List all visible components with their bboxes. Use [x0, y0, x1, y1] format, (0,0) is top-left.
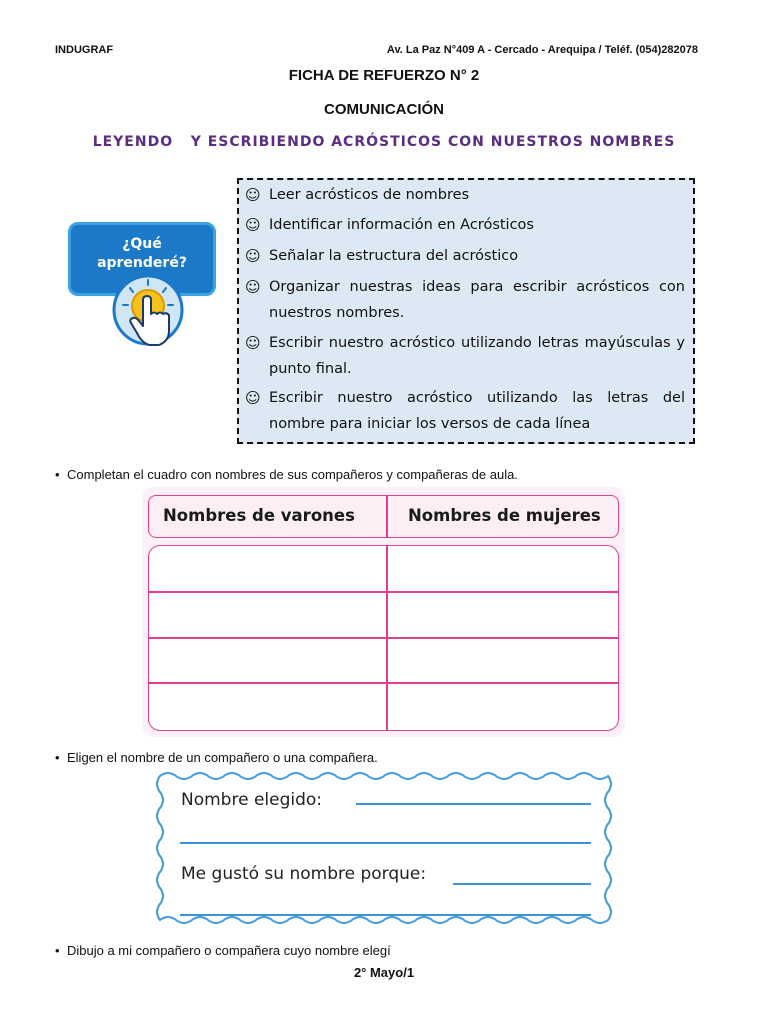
header-left: INDUGRAF — [55, 44, 114, 56]
smiley-icon: ☺ — [245, 247, 261, 265]
header-boys: Nombres de varones — [163, 506, 355, 525]
goal-item: ☺ Organizar nuestras ideas para escribir acrósticos con nuestros nombres. — [269, 274, 685, 326]
reason-label: Me gustó su nombre porque: — [181, 864, 427, 884]
bullet-icon: • — [55, 467, 60, 482]
header-right: Av. La Paz N°409 A - Cercado - Arequipa / Teléf. (054)282078 — [386, 44, 698, 56]
badge-line-1: ¿Qué — [122, 236, 162, 252]
smiley-icon: ☺ — [245, 334, 261, 352]
answer-line[interactable] — [180, 842, 591, 844]
reason-line[interactable] — [453, 883, 591, 885]
table-cell[interactable] — [149, 546, 385, 591]
instruction-3: • Dibujo a mi compañero o compañera cuyo nombre elegí — [55, 943, 391, 958]
goal-item: ☺ Identificar información en Acrósticos — [269, 212, 685, 238]
page-footer: 2° Mayo/1 — [353, 965, 415, 980]
smiley-icon: ☺ — [245, 216, 261, 234]
header-girls: Nombres de mujeres — [408, 506, 601, 525]
goal-item: ☺ Escribir nuestro acróstico utilizando letras mayúsculas y punto final. — [269, 330, 685, 382]
instruction-1: • Completan el cuadro con nombres de sus compañeros y compañeras de aula. — [55, 467, 518, 482]
table-cell[interactable] — [388, 684, 619, 730]
badge-line-2: aprenderé? — [97, 255, 187, 271]
table-cell[interactable] — [388, 639, 619, 682]
subject-title: COMUNICACIÓN — [324, 101, 444, 118]
table-header — [148, 495, 619, 538]
chosen-name-card — [150, 770, 620, 932]
bullet-icon: • — [55, 750, 60, 765]
chosen-name-label: Nombre elegido: — [181, 790, 323, 810]
table-cell[interactable] — [149, 593, 385, 637]
names-table — [142, 487, 625, 737]
instruction-2: • Eligen el nombre de un compañero o una compañera. — [55, 750, 378, 765]
table-cell[interactable] — [388, 593, 619, 637]
table-cell[interactable] — [388, 546, 619, 591]
smiley-icon: ☺ — [245, 186, 261, 204]
smiley-icon: ☺ — [245, 389, 261, 407]
table-cell[interactable] — [149, 684, 385, 730]
goal-item: ☺ Escribir nuestro acróstico utilizando las letras del nombre para iniciar los versos de cada línea — [269, 385, 685, 437]
page-title: FICHA DE REFUERZO N° 2 — [288, 67, 480, 84]
answer-line[interactable] — [180, 914, 591, 916]
table-cell[interactable] — [149, 639, 385, 682]
page-subtitle: LEYENDO Y ESCRIBIENDO ACRÓSTICOS CON NUESTROS NOMBRES — [92, 134, 676, 150]
goal-item: ☺ Leer acrósticos de nombres — [269, 182, 685, 208]
pointing-hand-icon — [110, 270, 186, 356]
bullet-icon: • — [55, 943, 60, 958]
learning-goals-box — [237, 178, 695, 444]
table-body — [148, 545, 619, 731]
chosen-name-line[interactable] — [356, 803, 591, 805]
goal-item: ☺ Señalar la estructura del acróstico — [269, 243, 685, 269]
smiley-icon: ☺ — [245, 278, 261, 296]
